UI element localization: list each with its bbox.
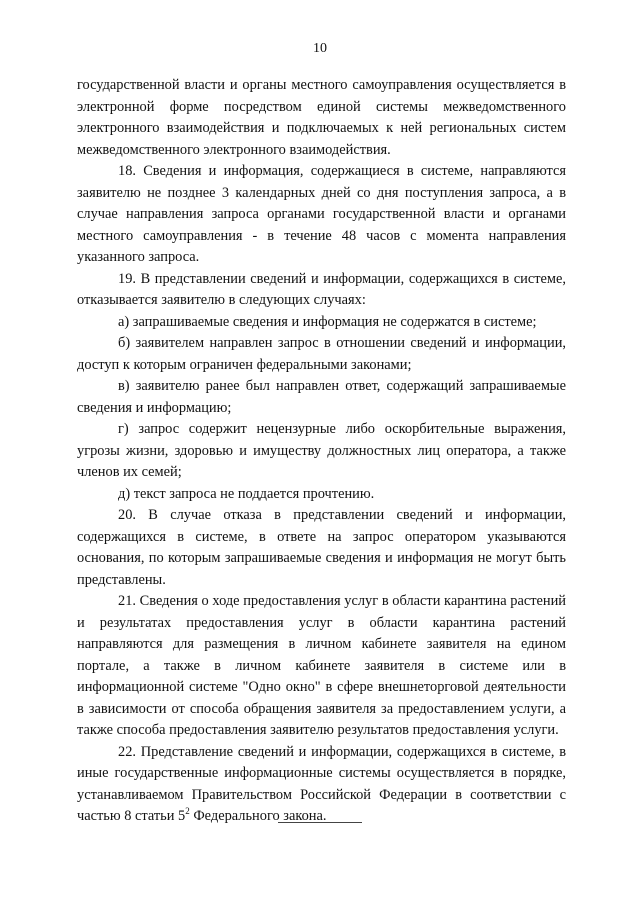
paragraph-20: 20. В случае отказа в представлении сведений и информации, содержащихся в системе, в ответе на запрос оператором указываются основания, по которым запрашиваемые сведения и информация не могут быть представлены. — [77, 507, 566, 588]
paragraph-continuation: государственной власти и органы местного самоуправления осуществляется в электронной форме посредством единой системы межведомственного электронного взаимодействия и подключаемых к ней региональных систем межведомственного электронного взаимодействия. — [77, 77, 566, 158]
paragraph-21: 21. Сведения о ходе предоставления услуг в области карантина растений и результатах предоставления услуг в области карантина растений направляются для размещения в личном кабинете заявителя на едином портале, а также в личном кабинете заявителя в системе или в информационной системе "Одно окно" в сфере внешнеторговой деятельности в зависимости от способа обращения заявителя за предоставлением услуги, а также способа предоставления заявителю результатов предоставления услуги. — [77, 593, 566, 738]
paragraph-18: 18. Сведения и информация, содержащиеся в системе, направляются заявителю не позднее 3 календарных дней со дня поступления запроса, а в случае направления запроса органами государственной власти и органами местного самоуправления - в течение 48 часов с момента направления указанного запроса. — [77, 163, 566, 265]
paragraph-22-ending: Федерального закона. — [189, 808, 327, 824]
paragraph-22 — [77, 742, 566, 828]
paragraph-19: 19. В представлении сведений и информации, содержащихся в системе, отказывается заявителю в следующих случаях: — [77, 270, 566, 308]
list-item-v: в) заявителю ранее был направлен ответ, содержащий запрашиваемые сведения и информацию; — [77, 378, 566, 416]
paragraph-22-text: 22. Представление сведений и информации, содержащихся в системе, в иные государственные информационные системы осуществляется в порядке, устанавливаемом Правительством Российской Федерации в соответствии с частью 8 статьи 5 — [77, 743, 566, 824]
list-item-g: г) запрос содержит нецензурные либо оскорбительные выражения, угрозы жизни, здоровью и имуществу должностных лиц оператора, а также членов их семей; — [77, 421, 566, 480]
superscript-2: 2 — [185, 806, 190, 817]
list-item-d: д) текст запроса не поддается прочтению. — [118, 485, 375, 502]
page-number: 10 — [313, 41, 327, 56]
end-of-text-rule — [278, 822, 362, 823]
list-item-b: б) заявителем направлен запрос в отношении сведений и информации, доступ к которым ограничен федеральными законами; — [77, 335, 566, 373]
document-body — [77, 75, 566, 828]
list-item-a: а) запрашиваемые сведения и информация не содержатся в системе; — [118, 313, 537, 330]
